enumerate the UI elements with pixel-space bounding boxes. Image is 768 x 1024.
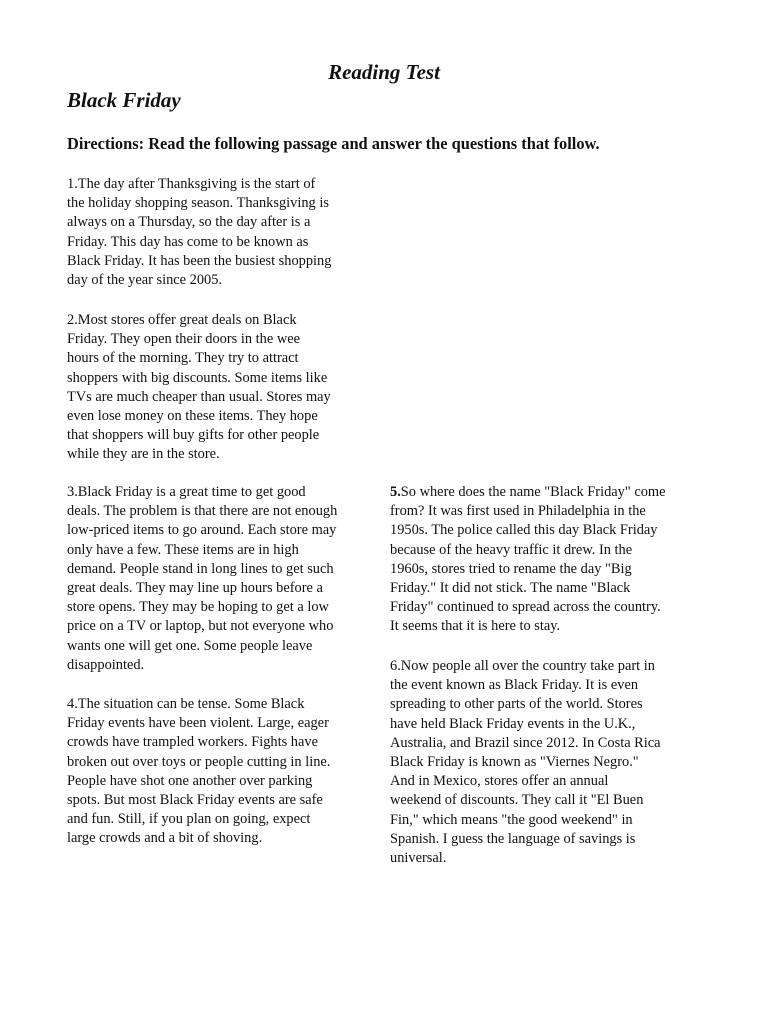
paragraph-number: 3. <box>67 484 78 500</box>
paragraph-number: 6. <box>390 658 401 674</box>
paragraph-text: So where does the name "Black Friday" come from? It was first used in Philadelphia in the 1950s. The police called this day Black Friday because of the heavy traffic it drew. In the 1960s, stores tried to rename the day "Big Friday." It did not stick. The name "Black Friday" continued to spread across the country. It seems that it is here to stay. <box>390 484 666 635</box>
paragraph-2 <box>67 311 387 465</box>
paragraph-1 <box>67 175 387 290</box>
paragraph-number: 4. <box>67 696 78 712</box>
paragraph-text: The day after Thanksgiving is the start of the holiday shopping season. Thanksgiving is always on a Thursday, so the day after is a Friday. This day has come to be known as Black Friday. It has been the busiest shopping day of the year since 2005. <box>67 176 332 289</box>
paragraph-text: Black Friday is a great time to get good deals. The problem is that there are not enough low-priced items to go around. Each store may only have a few. These items are in high demand. People stand in long lines to get such great deals. They may line up hours before a store opens. They may be hoping to get a low price on a TV or laptop, but not everyone who wants one will get one. Some people leave disappointed. <box>67 484 338 673</box>
paragraph-text: Now people all over the country take part in the event known as Black Friday. It is even spreading to other parts of the world. Stores have held Black Friday events in the U.K., Australia, and Brazil since 2012. In Costa Rica Black Friday is known as "Viernes Negro." And in Mexico, stores offer an annual weekend of discounts. They call it "El Buen Fin," which means "the good weekend" in Spanish. I guess the language of savings is universal. <box>390 658 661 867</box>
paragraph-text: Most stores offer great deals on Black Friday. They open their doors in the wee hours of the morning. They try to attract shoppers with big discounts. Some items like TVs are much cheaper than usual. Stores may even lose money on these items. They hope that shoppers will buy gifts for other people while they are in the store. <box>67 312 331 463</box>
paragraph-3 <box>67 483 387 675</box>
paragraph-4 <box>67 695 387 849</box>
directions-label: Directions: <box>67 134 145 153</box>
directions-text: Read the following passage and answer the questions that follow. <box>144 134 600 153</box>
paragraph-number: 1. <box>67 176 78 192</box>
page-title: Reading Test <box>328 60 440 84</box>
paragraph-number: 5. <box>390 484 401 500</box>
paragraph-6 <box>390 657 710 868</box>
story-title: Black Friday <box>67 88 181 112</box>
paragraph-text: The situation can be tense. Some Black Friday events have been violent. Large, eager crowds have trampled workers. Fights have broken out over toys or people cutting in line. People have shot one another over parking spots. But most Black Friday events are safe and fun. Still, if you plan on going, expect large crowds and a bit of shoving. <box>67 696 331 847</box>
paragraph-number: 2. <box>67 312 78 328</box>
directions <box>67 134 600 154</box>
paragraph-5 <box>390 483 710 637</box>
